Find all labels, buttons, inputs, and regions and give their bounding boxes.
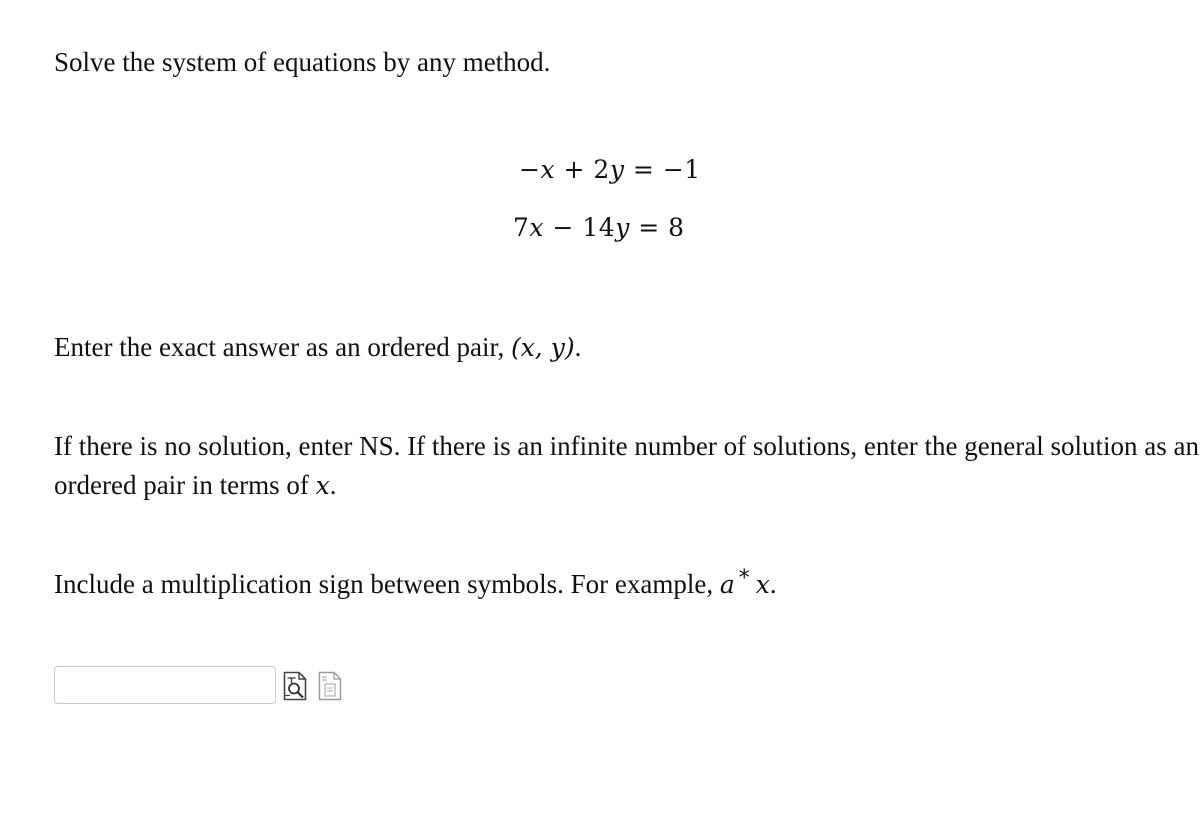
preview-icon[interactable] — [283, 671, 307, 701]
equation-1-text: −x + 2y = −1 — [519, 155, 701, 184]
syntax-help-icon[interactable] — [318, 671, 342, 701]
ordered-pair-notation: (x, y) — [510, 333, 575, 362]
instruction-mult-prefix: Include a multiplication sign between symbols. For example, — [54, 569, 720, 599]
variable-x: x — [315, 471, 330, 500]
instruction-exact-suffix: . — [574, 332, 582, 362]
instruction-mult-suffix: . — [769, 569, 777, 599]
instruction-ns-text: If there is no solution, enter NS. If there is an infinite number of solutions, enter the general solution as an ordered pair in terms of — [54, 431, 1199, 500]
instruction-exact-answer — [54, 329, 581, 366]
instruction-exact-prefix: Enter the exact answer as an ordered pair, — [54, 332, 511, 362]
instruction-no-solution — [54, 427, 1200, 505]
instruction-multiplication — [54, 566, 777, 605]
instruction-ns-suffix: . — [329, 470, 337, 500]
equation-2-text: 7x − 14y = 8 — [513, 213, 685, 242]
answer-input[interactable] — [54, 666, 276, 704]
equation-1 — [519, 152, 701, 188]
equation-2 — [513, 210, 685, 246]
multiplication-sign: * — [738, 566, 750, 591]
variable-x-example: x — [755, 570, 770, 599]
question-prompt: Solve the system of equations by any method. — [54, 47, 551, 77]
variable-a: a — [719, 570, 735, 599]
